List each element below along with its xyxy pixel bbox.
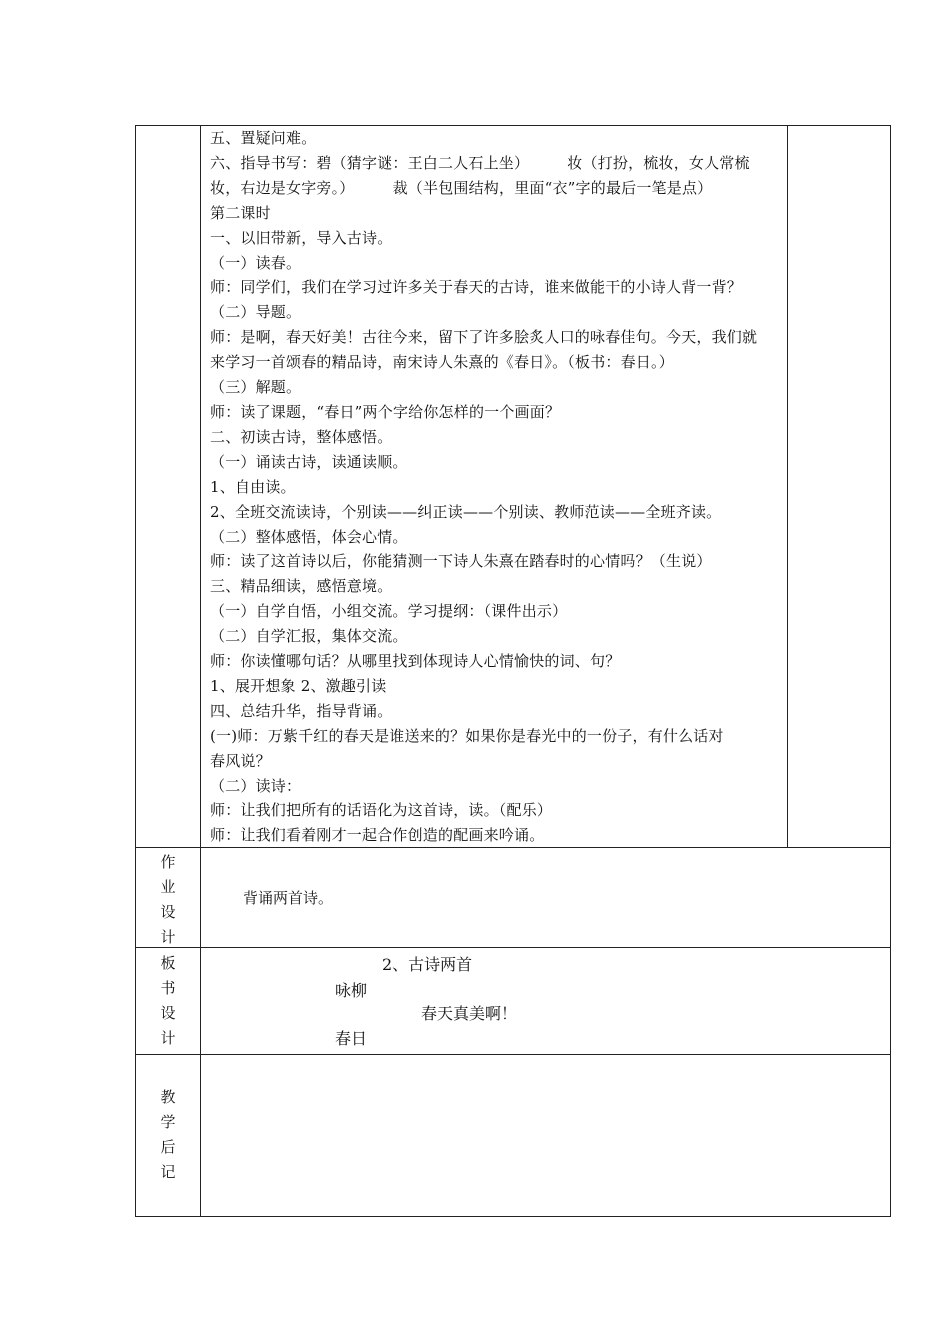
- process-line: 师：让我们看着刚才一起合作创造的配画来吟诵。: [210, 826, 545, 845]
- process-line: （二）读诗：: [210, 776, 302, 795]
- board-poem-1: 咏柳: [335, 981, 368, 1000]
- table-row-divider: [135, 1054, 891, 1055]
- process-line: 师：读了课题，“春日”两个字给你怎样的一个画面？: [210, 402, 561, 421]
- process-line: （一）读春。: [210, 253, 302, 272]
- process-line: 师：同学们，我们在学习过许多关于春天的古诗，谁来做能干的小诗人背一背？: [210, 278, 743, 297]
- process-line: 春风说？: [210, 751, 271, 770]
- process-line: 第二课时: [210, 203, 271, 222]
- table-row-divider: [135, 947, 891, 948]
- table-inner-divider: [787, 125, 788, 847]
- board-title: 2、古诗两首: [382, 955, 473, 974]
- process-line: （二）整体感悟，体会心情。: [210, 527, 408, 546]
- process-line: 二、初读古诗，整体感悟。: [210, 427, 393, 446]
- reflection-label: 教 学 后 记: [160, 1088, 176, 1181]
- process-line: 六、指导书写：碧（猜字谜：王白二人石上坐） 妆（打扮，梳妆，女人常梳: [210, 153, 750, 172]
- teaching-process-content: [210, 126, 786, 848]
- process-line: 师：让我们把所有的话语化为这首诗，读。（配乐）: [210, 801, 553, 820]
- process-line: （一）诵读古诗，读通读顺。: [210, 452, 408, 471]
- process-line: 师：你读懂哪句话？从哪里找到体现诗人心情愉快的词、句？: [210, 652, 621, 671]
- process-line: 来学习一首颂春的精品诗，南宋诗人朱熹的《春日》。（板书：春日。）: [210, 353, 674, 372]
- process-line: （二）自学汇报，集体交流。: [210, 627, 408, 646]
- process-line: 1、自由读。: [210, 477, 296, 496]
- process-line: （二）导题。: [210, 303, 302, 322]
- board-poem-2: 春日: [335, 1029, 368, 1048]
- process-line: 三、精品细读，感悟意境。: [210, 577, 393, 596]
- process-line: （三）解题。: [210, 378, 302, 397]
- board-center-text: 春天真美啊！: [421, 1004, 518, 1023]
- process-line: 师：读了这首诗以后，你能猜测一下诗人朱熹在踏春时的心情吗？（生说）: [210, 552, 712, 571]
- homework-label: 作 业 设 计: [160, 853, 176, 946]
- process-line: 四、总结升华，指导背诵。: [210, 701, 393, 720]
- process-line: （一）自学自悟，小组交流。学习提纲：（课件出示）: [210, 602, 568, 621]
- process-line: 妆，右边是女字旁。） 裁（半包围结构，里面“衣”字的最后一笔是点）: [210, 178, 713, 197]
- process-line: 1、展开想象 2、激趣引读: [210, 676, 387, 695]
- board-design-label: 板 书 设 计: [160, 954, 176, 1047]
- process-line: (一)师：万紫千红的春天是谁送来的？如果你是春光中的一份子，有什么话对: [210, 726, 724, 745]
- process-line: 一、以旧带新，导入古诗。: [210, 228, 393, 247]
- process-line: 五、置疑问难。: [210, 129, 317, 147]
- process-line: 师：是啊，春天好美！古往今来，留下了许多脍炙人口的咏春佳句。今天，我们就: [210, 328, 758, 347]
- table-border-bottom: [135, 1216, 891, 1217]
- homework-text: 背诵两首诗。: [243, 889, 334, 907]
- process-line: 2、全班交流读诗，个别读——纠正读——个别读、教师范读——全班齐读。: [210, 502, 722, 521]
